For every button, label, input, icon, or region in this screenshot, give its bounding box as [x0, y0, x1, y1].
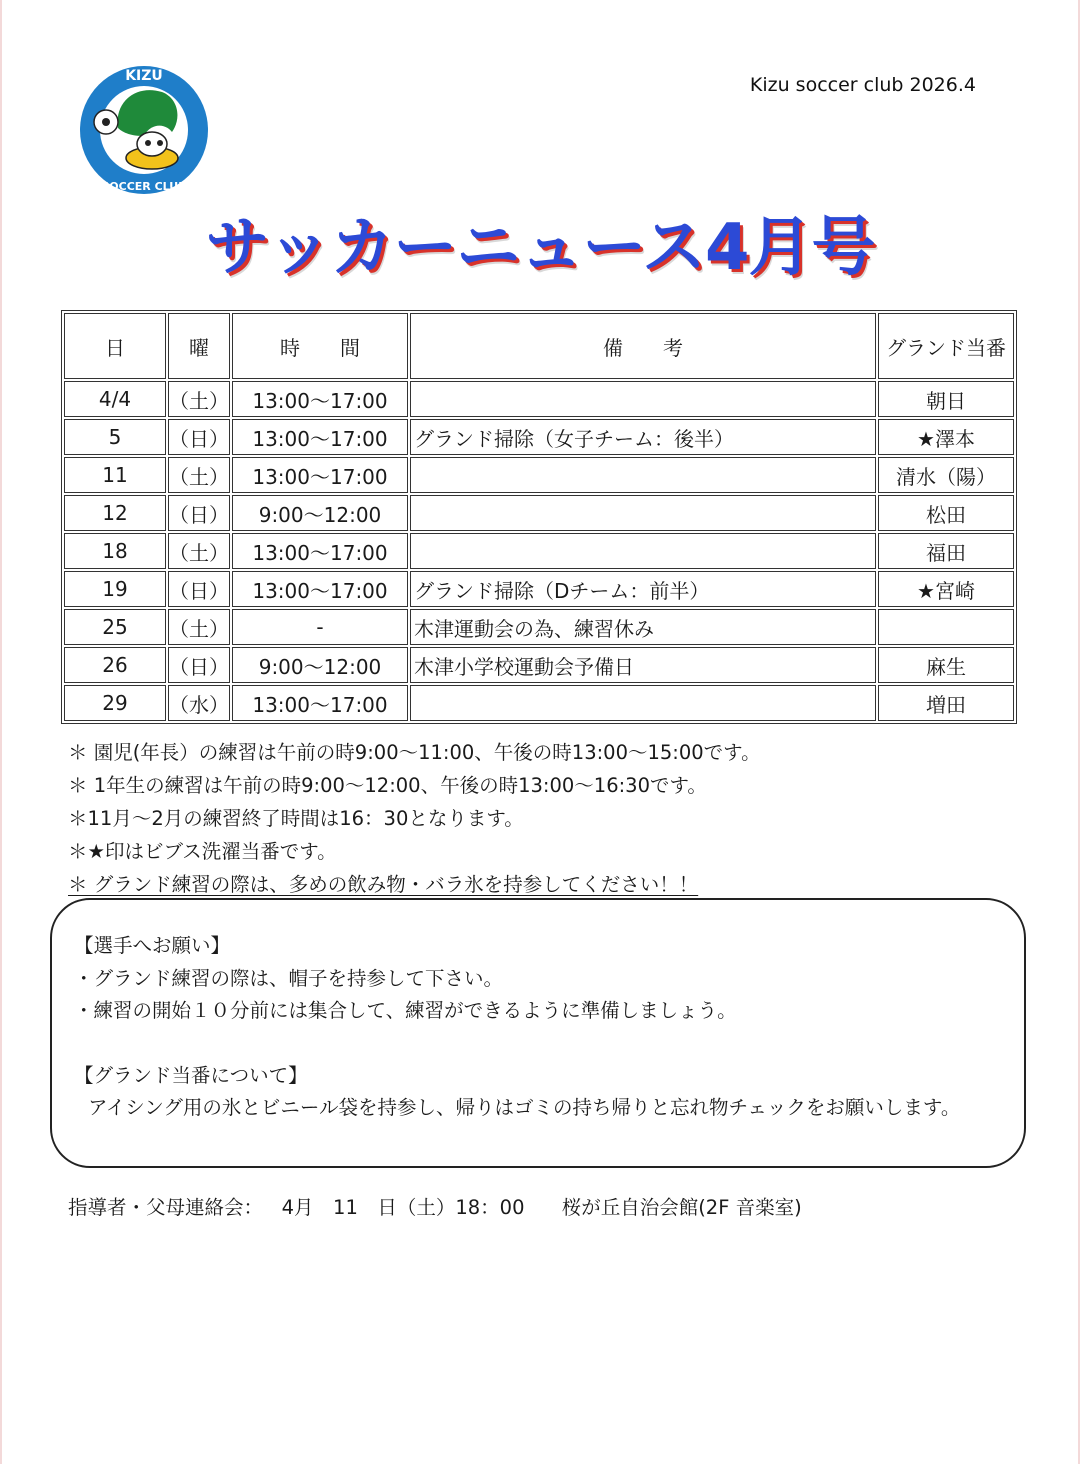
- cell-weekday: （日）: [168, 495, 230, 531]
- cell-time: 13:00～17:00: [232, 457, 408, 493]
- requests-box: [50, 898, 1026, 1168]
- table-row: [64, 419, 1014, 455]
- table-row: [64, 381, 1014, 417]
- duty-line: アイシング用の氷とビニール袋を持参し、帰りはゴミの持ち帰りと忘れ物チェックをお願いします。: [88, 1096, 961, 1119]
- players-request-heading: 【選手へお願い】: [74, 934, 231, 957]
- cell-day: 18: [64, 533, 166, 569]
- cell-time: 13:00～17:00: [232, 381, 408, 417]
- cell-duty: 朝日: [878, 381, 1014, 417]
- cell-note: [410, 457, 876, 493]
- cell-duty: 清水（陽）: [878, 457, 1014, 493]
- note-line: ＊ 1年生の練習は午前の時9:00～12:00、午後の時13:00～16:30です。: [68, 774, 707, 797]
- header-note: 備 考: [410, 313, 876, 379]
- note-line: ＊11月～2月の練習終了時間は16：30となります。: [68, 807, 524, 830]
- cell-time: 9:00～12:00: [232, 647, 408, 683]
- cell-weekday: （日）: [168, 419, 230, 455]
- cell-day: 11: [64, 457, 166, 493]
- header-day: 日: [64, 313, 166, 379]
- cell-time: 13:00～17:00: [232, 685, 408, 721]
- club-logo: [78, 62, 210, 198]
- cell-day: 29: [64, 685, 166, 721]
- cell-weekday: （土）: [168, 457, 230, 493]
- newsletter-title: サッカーニュース4月号: [205, 211, 875, 285]
- meeting-label: 指導者・父母連絡会：: [68, 1196, 264, 1219]
- spacer: [74, 1028, 1024, 1060]
- cell-weekday: （日）: [168, 647, 230, 683]
- header-duty: グランド当番: [878, 313, 1014, 379]
- cell-duty: ★澤本: [878, 419, 1014, 455]
- duty-heading: 【グランド当番について】: [74, 1063, 308, 1087]
- cell-time: 13:00～17:00: [232, 419, 408, 455]
- table-header-row: [64, 313, 1014, 379]
- cell-duty: 松田: [878, 495, 1014, 531]
- cell-duty: [878, 609, 1014, 645]
- cell-note: グランド掃除（Dチーム：前半）: [410, 571, 876, 607]
- cell-time: 13:00～17:00: [232, 571, 408, 607]
- cell-duty: 麻生: [878, 647, 1014, 683]
- cell-duty: ★宮崎: [878, 571, 1014, 607]
- table-row: [64, 647, 1014, 683]
- cell-weekday: （土）: [168, 381, 230, 417]
- table-row: [64, 571, 1014, 607]
- cell-weekday: （日）: [168, 571, 230, 607]
- logo-text-top: KIZU: [125, 68, 163, 84]
- cell-note: [410, 533, 876, 569]
- cell-day: 19: [64, 571, 166, 607]
- cell-time: -: [232, 609, 408, 645]
- club-date: Kizu soccer club 2026.4: [749, 74, 976, 96]
- notes-list: [68, 736, 761, 901]
- cell-note: グランド掃除（女子チーム：後半）: [410, 419, 876, 455]
- cell-time: 13:00～17:00: [232, 533, 408, 569]
- cell-day: 26: [64, 647, 166, 683]
- table-row: [64, 533, 1014, 569]
- logo-text-bottom: SOCCER CLUB: [101, 180, 187, 193]
- meeting-place: 桜が丘自治会館(2F 音楽室): [561, 1196, 802, 1219]
- practice-schedule-table: [61, 310, 1017, 724]
- meeting-date: 4月 11 日（土）18：00: [281, 1196, 525, 1219]
- header-time: 時 間: [232, 313, 408, 379]
- cell-note: 木津小学校運動会予備日: [410, 647, 876, 683]
- cell-note: 木津運動会の為、練習休み: [410, 609, 876, 645]
- table-row: [64, 685, 1014, 721]
- cell-weekday: （土）: [168, 609, 230, 645]
- note-line-underlined: ＊ グランド練習の際は、多めの飲み物・バラ氷を持参してください！！: [68, 873, 699, 896]
- note-line: ＊ 園児(年長）の練習は午前の時9:00～11:00、午後の時13:00～15:00です。: [68, 741, 761, 764]
- cell-weekday: （土）: [168, 533, 230, 569]
- cell-weekday: （水）: [168, 685, 230, 721]
- table-row: [64, 457, 1014, 493]
- cell-note: [410, 495, 876, 531]
- cell-day: 25: [64, 609, 166, 645]
- cell-day: 5: [64, 419, 166, 455]
- table-row: [64, 609, 1014, 645]
- players-request-line: ・グランド練習の際は、帽子を持参して下さい。: [74, 966, 504, 990]
- cell-time: 9:00～12:00: [232, 495, 408, 531]
- cell-day: 12: [64, 495, 166, 531]
- header-weekday: 曜: [168, 313, 230, 379]
- meeting-info: [68, 1192, 802, 1220]
- cell-note: [410, 685, 876, 721]
- note-line: ＊★印はビブス洗濯当番です。: [68, 840, 337, 863]
- cell-duty: 福田: [878, 533, 1014, 569]
- players-request-line: ・練習の開始１０分前には集合して、練習ができるように準備しましょう。: [74, 999, 737, 1022]
- cell-duty: 増田: [878, 685, 1014, 721]
- cell-note: [410, 381, 876, 417]
- cell-day: 4/4: [64, 381, 166, 417]
- table-row: [64, 495, 1014, 531]
